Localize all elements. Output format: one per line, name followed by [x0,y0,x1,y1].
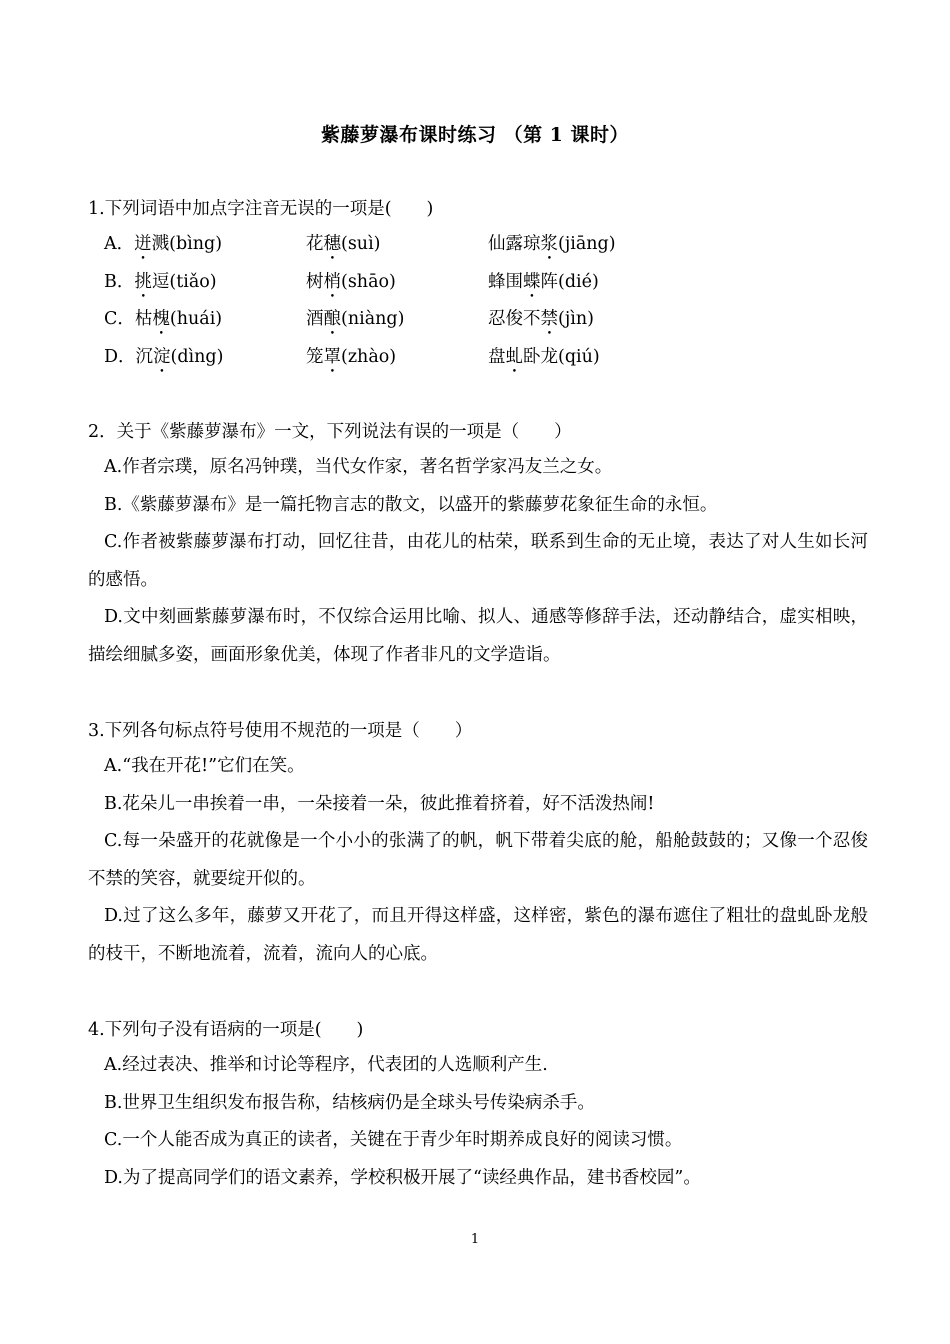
question-2-option-c: C.作者被紫藤萝瀑布打动，回忆往昔，由花儿的枯荣，联系到生命的无止境，表达了对人生如长河的感悟。 [88,532,868,590]
page-number: 1 [470,1232,480,1247]
page-title: 紫藤萝瀑布课时练习 （第 1 课时） [320,124,630,146]
question-2-option-b: B.《紫藤萝瀑布》是一篇托物言志的散文，以盛开的紫藤萝花象征生命的永恒。 [104,494,718,515]
question-3-stem: 3.下列各句标点符号使用不规范的一项是（ ） [88,721,473,741]
question-2-option-d: D.文中刻画紫藤萝瀑布时，不仅综合运用比喻、拟人、通感等修辞手法，还动静结合，虚实相映，描绘细腻多姿，画面形象优美，体现了作者非凡的文学造诣。 [88,607,868,665]
question-4-stem: 4.下列句子没有语病的一项是( ) [88,1020,364,1040]
question-2-stem: 2．关于《紫藤萝瀑布》一文，下列说法有误的一项是（ ） [88,422,572,442]
question-3 [88,714,868,973]
question-4-option-d: D.为了提高同学们的语文素养，学校积极开展了“读经典作品，建书香校园”。 [104,1167,701,1188]
question-3-option-c: C.每一朵盛开的花就像是一个小小的张满了的帆，帆下带着尖底的舱，船舱鼓鼓的；又像一个忍俊不禁的笑容，就要绽开似的。 [88,831,868,889]
question-1-option-b: B．挑逗(tiǎo) 树梢(shāo) 蜂围蝶阵(dié) [104,271,599,292]
question-2-option-a: A.作者宗璞，原名冯钟璞，当代女作家，著名哲学家冯友兰之女。 [104,457,613,477]
question-1 [88,192,868,376]
question-4 [88,1013,868,1197]
question-4-option-b: B.世界卫生组织发布报告称，结核病仍是全球头号传染病杀手。 [104,1092,595,1113]
question-2 [88,415,868,674]
question-3-option-b: B.花朵儿一串挨着一串，一朵接着一朵，彼此推着挤着，好不活泼热闹! [104,793,655,814]
question-1-option-a: A．迸溅(bìng) 花穗(suì) 仙露琼浆(jiāng) [104,234,616,254]
question-1-option-d: D．沉淀(dìng) 笼罩(zhào) 盘虬卧龙(qiú) [104,346,600,367]
question-3-option-d: D.过了这么多年，藤萝又开花了，而且开得这样盛，这样密，紫色的瀑布遮住了粗壮的盘虬卧龙般的枝干，不断地流着，流着，流向人的心底。 [88,906,868,964]
question-4-option-c: C.一个人能否成为真正的读者，关键在于青少年时期养成良好的阅读习惯。 [104,1130,683,1150]
question-4-option-a: A.经过表决、推举和讨论等程序，代表团的人选顺利产生. [104,1055,548,1075]
question-3-option-a: A.“我在开花!”它们在笑。 [104,756,305,776]
question-1-stem: 1.下列词语中加点字注音无误的一项是( ) [88,199,434,219]
question-1-option-c: C．枯槐(huái) 酒酿(niàng) 忍俊不禁(jìn) [104,309,594,329]
